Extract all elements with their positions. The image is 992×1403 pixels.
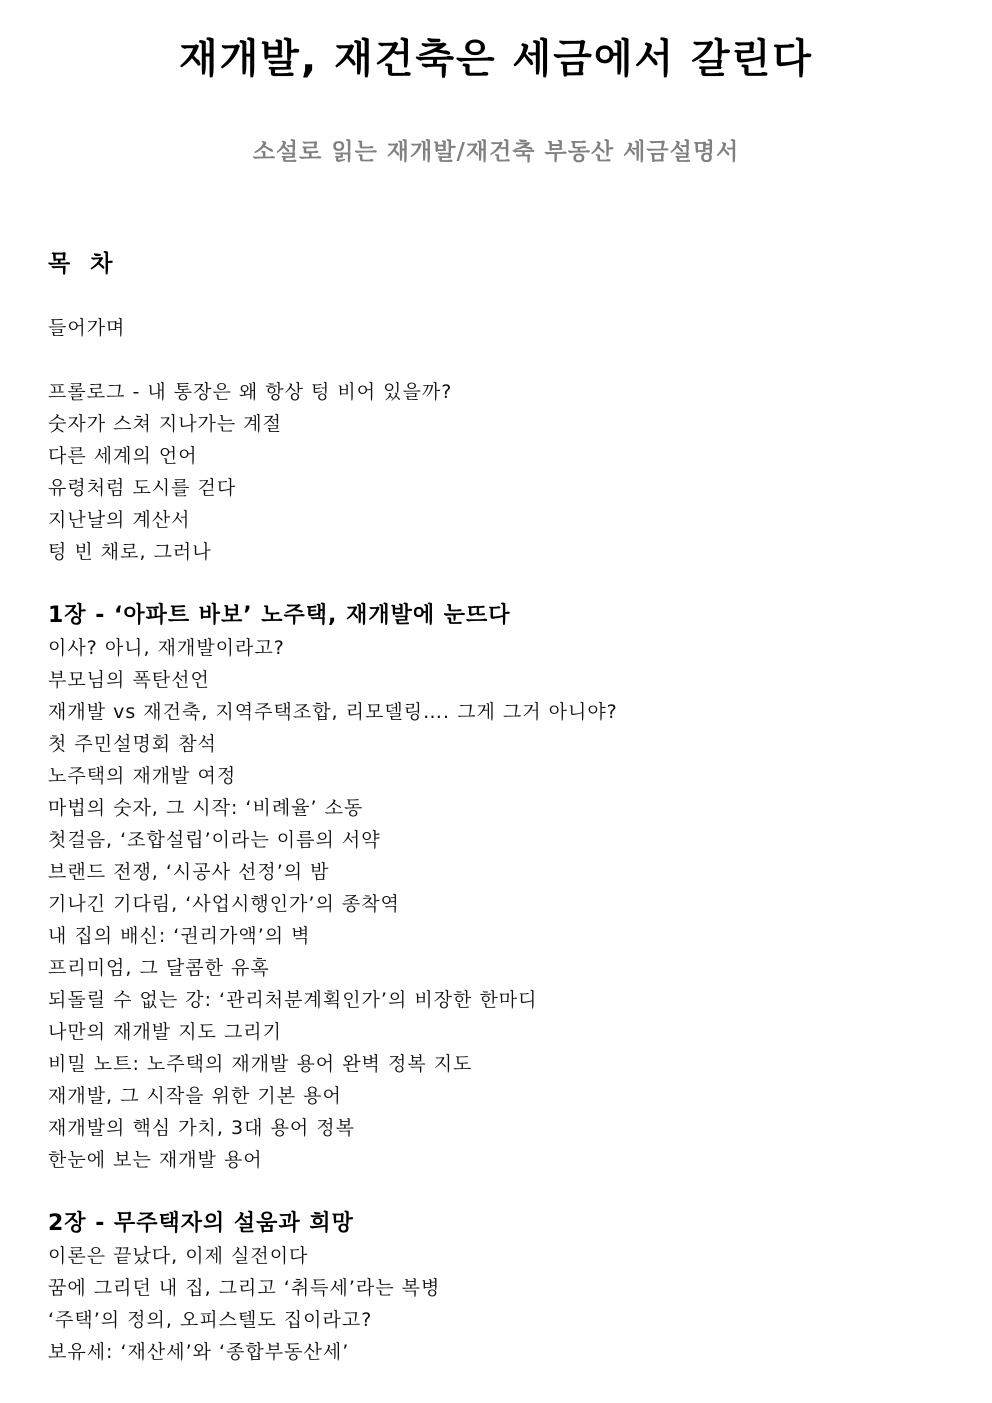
toc-entry: 마법의 숫자, 그 시작: ‘비례율’ 소동	[48, 797, 364, 819]
toc-entry: 노주택의 재개발 여정	[48, 765, 237, 787]
toc-entry: 다른 세계의 언어	[48, 445, 198, 467]
toc-entry: 내 집의 배신: ‘권리가액’의 벽	[48, 925, 311, 947]
toc-heading: 목 차	[48, 251, 119, 277]
toc-entry: 부모님의 폭탄선언	[48, 669, 210, 691]
toc-entry: 첫 주민설명회 참석	[48, 733, 217, 755]
toc-entry: 기나긴 기다림, ‘사업시행인가’의 종착역	[48, 893, 400, 915]
toc-spacer	[48, 1176, 948, 1208]
toc-spacer	[48, 568, 948, 600]
toc-entry: 이사? 아니, 재개발이라고?	[48, 637, 285, 659]
toc-section-chapter-1	[48, 600, 948, 1176]
toc-entry: 재개발, 그 시작을 위한 기본 용어	[48, 1085, 342, 1107]
toc-entry: 되돌릴 수 없는 강: ‘관리처분계획인가’의 비장한 한마디	[48, 989, 538, 1011]
toc-entry: ‘주택’의 정의, 오피스텔도 집이라고?	[48, 1309, 373, 1331]
toc-entry: 숫자가 스쳐 지나가는 계절	[48, 413, 283, 435]
toc-entry: 텅 빈 채로, 그러나	[48, 541, 212, 563]
toc-entry: 꿈에 그리던 내 집, 그리고 ‘취득세’라는 복병	[48, 1277, 441, 1299]
toc-entry-prologue-title: 프롤로그 - 내 통장은 왜 항상 텅 비어 있을까?	[48, 381, 453, 403]
toc-section-prologue	[48, 376, 948, 568]
toc-entry: 브랜드 전쟁, ‘시공사 선정’의 밤	[48, 861, 330, 883]
toc-entry: 한눈에 보는 재개발 용어	[48, 1149, 263, 1171]
table-of-contents	[48, 312, 948, 1368]
toc-entry: 나만의 재개발 지도 그리기	[48, 1021, 283, 1043]
document-subtitle: 소설로 읽는 재개발/재건축 부동산 세금설명서	[252, 139, 740, 165]
toc-section-chapter-2	[48, 1208, 948, 1368]
toc-entry: 보유세: ‘재산세’와 ‘종합부동산세’	[48, 1341, 350, 1363]
document-title: 재개발, 재건축은 세금에서 갈린다	[179, 36, 813, 82]
toc-entry-intro: 들어가며	[48, 317, 126, 339]
toc-entry: 재개발 vs 재건축, 지역주택조합, 리모델링…. 그게 그거 아니야?	[48, 701, 618, 723]
toc-entry: 유령처럼 도시를 걷다	[48, 477, 237, 499]
toc-entry: 프리미엄, 그 달콤한 유혹	[48, 957, 270, 979]
chapter-1-title: 1장 - ‘아파트 바보’ 노주택, 재개발에 눈뜨다	[48, 603, 511, 628]
chapter-2-title: 2장 - 무주택자의 설움과 희망	[48, 1211, 354, 1236]
toc-entry: 지난날의 계산서	[48, 509, 191, 531]
toc-entry: 이론은 끝났다, 이제 실전이다	[48, 1245, 309, 1267]
toc-spacer	[48, 344, 948, 376]
toc-entry: 첫걸음, ‘조합설립’이라는 이름의 서약	[48, 829, 381, 851]
toc-entry: 재개발의 핵심 가치, 3대 용어 정복	[48, 1117, 355, 1139]
toc-entry: 비밀 노트: 노주택의 재개발 용어 완벽 정복 지도	[48, 1053, 473, 1075]
